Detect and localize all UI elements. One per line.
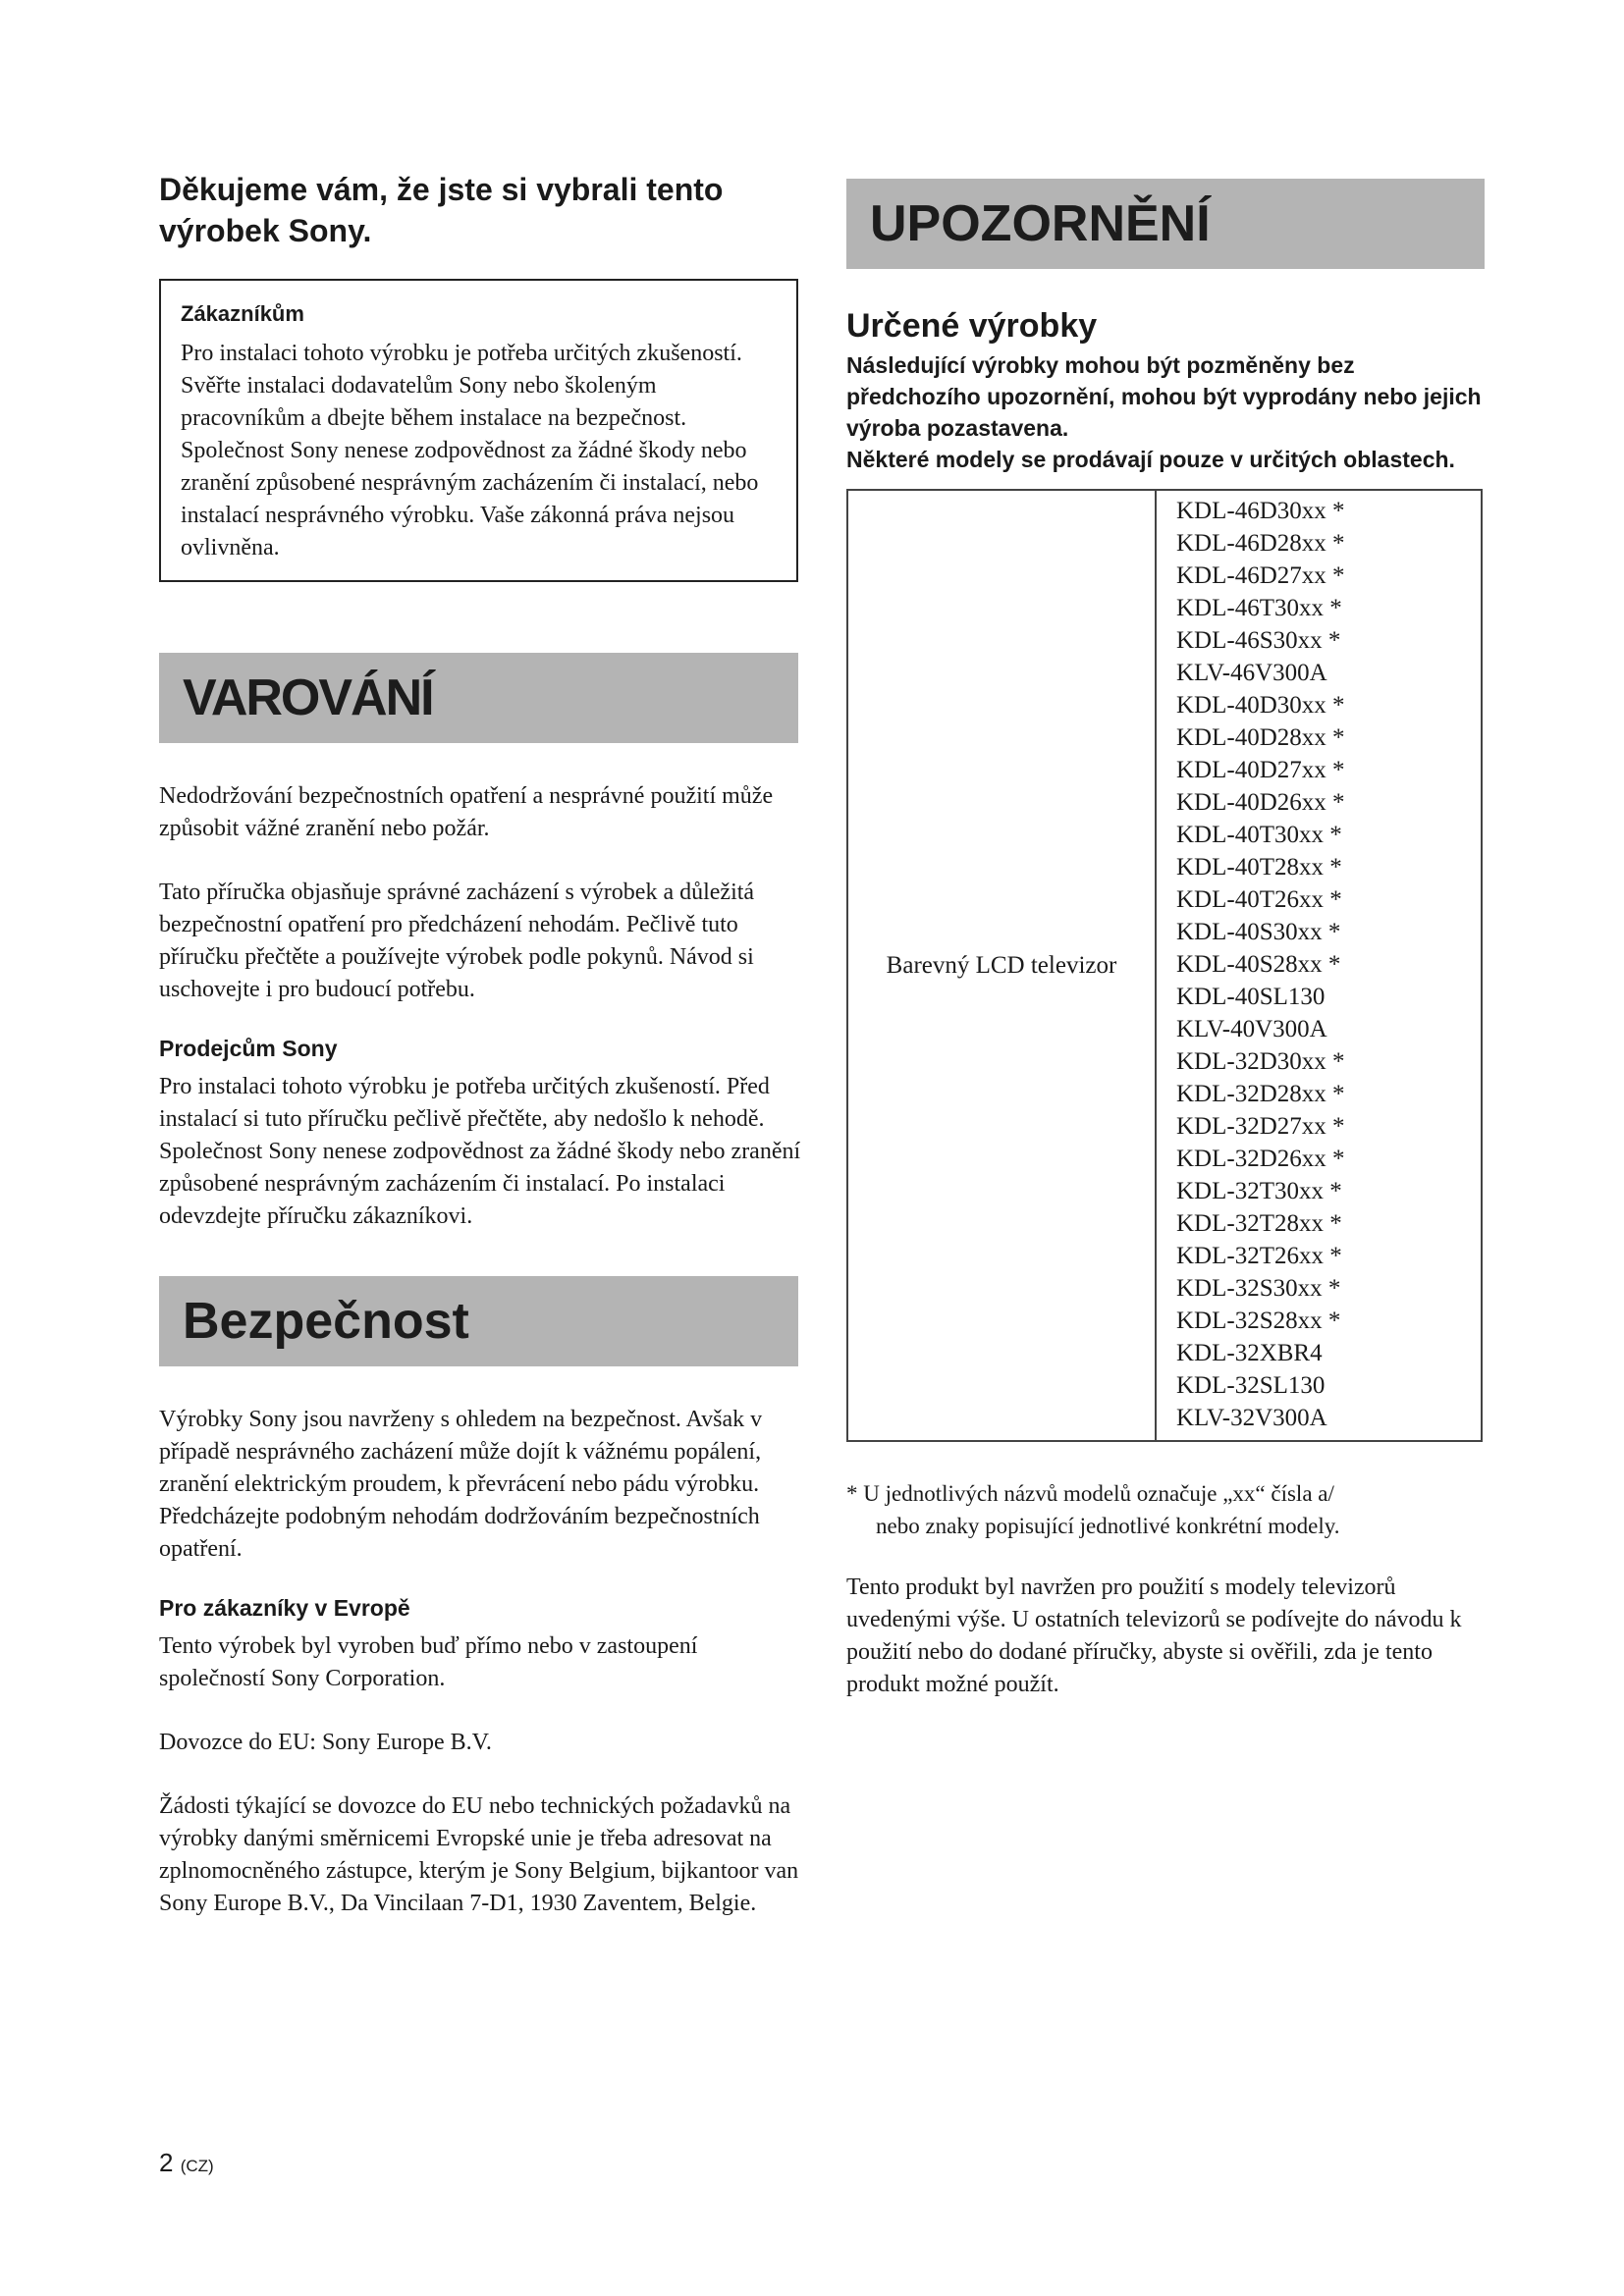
model-item: KDL-40S30xx * — [1176, 919, 1341, 945]
europe-paragraph-1: Tento výrobek byl vyroben buď přímo nebo v zastoupení společností Sony Corporation. — [159, 1633, 698, 1691]
model-item: KDL-32XBR4 — [1176, 1340, 1323, 1366]
safety-title: Bezpečnost — [183, 1293, 469, 1350]
models-table — [846, 489, 1483, 1442]
europe-paragraph-2: Dovozce do EU: Sony Europe B.V. — [159, 1730, 492, 1755]
compatibility-paragraph: Tento produkt byl navržen pro použití s modely televizorů uvedenými výše. U ostatních televizorů se podívejte do návodu k použití nebo do dodané příručky, abyste si ověřili, zda je tento produkt možné použít. — [846, 1575, 1462, 1697]
safety-paragraph: Výrobky Sony jsou navrženy s ohledem na bezpečnost. Avšak v případě nesprávného zacházení může dojít k vážnému popálení, zranění elektrickým proudem, k převrácení nebo pádu výrobku. Předcházejte podobným nehodám dodržováním bezpečnostních opatření. — [159, 1407, 763, 1562]
model-item: KLV-32V300A — [1176, 1405, 1327, 1431]
model-item: KDL-32D28xx * — [1176, 1081, 1345, 1107]
products-heading: Určené výrobky — [846, 307, 1098, 345]
notice-banner — [846, 179, 1485, 269]
model-item: KDL-40D28xx * — [1176, 724, 1345, 751]
model-item: KDL-40S28xx * — [1176, 951, 1341, 978]
products-intro-2: Některé modely se prodávají pouze v určitých oblastech. — [846, 447, 1455, 472]
model-item: KDL-32T28xx * — [1176, 1210, 1342, 1237]
customers-text: Pro instalaci tohoto výrobku je potřeba určitých zkušeností. Svěřte instalaci dodavatelům Sony nebo školeným pracovníkům a dbejte během instalace na bezpečnost. Společnost Sony nenese zodpovědnost za žádné škody nebo zranění způsobené nesprávným zacházením či instalací, nebo instalací nesprávného výrobku. Vaše zákonná práva nejsou ovlivněna. — [181, 341, 759, 561]
dealers-text: Pro instalaci tohoto výrobku je potřeba určitých zkušeností. Před instalací si tuto příručku pečlivě přečtěte, aby nedošlo k nehodě. Společnost Sony nenese zodpovědnost za žádné škody nebo zranění způsobené nesprávným zacházením či instalací. Po instalaci odevzdejte příručku zákazníkovi. — [159, 1074, 801, 1229]
model-item: KDL-40D30xx * — [1176, 692, 1345, 719]
model-list-cell — [1156, 490, 1482, 1441]
table-row — [847, 490, 1482, 1441]
model-item: KLV-46V300A — [1176, 660, 1327, 686]
model-item: KDL-46D30xx * — [1176, 498, 1345, 524]
model-item: KLV-40V300A — [1176, 1016, 1327, 1042]
warning-title: VAROVÁNÍ — [183, 669, 433, 726]
model-item: KDL-46T30xx * — [1176, 595, 1342, 621]
footnote — [846, 1477, 1485, 1542]
right-column — [846, 179, 1485, 1701]
page-number-value: 2 — [159, 2148, 174, 2177]
model-item: KDL-46D28xx * — [1176, 530, 1345, 557]
category-cell: Barevný LCD televizor — [847, 490, 1156, 1441]
intro-heading: Děkujeme vám, že jste si vybrali tento výrobek Sony. — [159, 172, 724, 248]
model-item: KDL-40T26xx * — [1176, 886, 1342, 913]
safety-banner — [159, 1276, 798, 1366]
model-item: KDL-32S30xx * — [1176, 1275, 1341, 1302]
customers-notice-box — [159, 279, 798, 582]
left-column — [159, 169, 807, 1920]
model-item: KDL-32S28xx * — [1176, 1308, 1341, 1334]
dealers-title: Prodejcům Sony — [159, 1036, 338, 1061]
products-intro-1: Následující výrobky mohou být pozměněny bez předchozího upozornění, mohou být vyprodány nebo jejich výroba pozastavena. — [846, 352, 1482, 441]
language-code: (CZ) — [180, 2157, 214, 2175]
model-item: KDL-46D27xx * — [1176, 562, 1345, 589]
model-item: KDL-32D26xx * — [1176, 1146, 1345, 1172]
model-item: KDL-32T26xx * — [1176, 1243, 1342, 1269]
warning-banner — [159, 653, 798, 743]
model-item: KDL-32D30xx * — [1176, 1048, 1345, 1075]
model-item: KDL-40SL130 — [1176, 984, 1326, 1010]
model-item: KDL-32SL130 — [1176, 1372, 1326, 1399]
model-item: KDL-40T28xx * — [1176, 854, 1342, 881]
europe-title: Pro zákazníky v Evropě — [159, 1595, 410, 1621]
notice-title: UPOZORNĚNÍ — [870, 195, 1211, 252]
model-item: KDL-40D27xx * — [1176, 757, 1345, 783]
model-item: KDL-32T30xx * — [1176, 1178, 1342, 1204]
warning-paragraph-1: Nedodržování bezpečnostních opatření a nesprávné použití může způsobit vážné zranění nebo požár. — [159, 783, 774, 841]
page-number — [159, 2148, 214, 2178]
model-item: KDL-46S30xx * — [1176, 627, 1341, 654]
warning-paragraph-2: Tato příručka objasňuje správné zacházení s výrobek a důležitá bezpečnostní opatření pro předcházení nehodám. Pečlivě tuto příručku přečtěte a používejte výrobek podle pokynů. Návod si uschovejte i pro budoucí potřebu. — [159, 880, 755, 1002]
footnote-line-1: * U jednotlivých názvů modelů označuje „xx“ čísla a/ — [846, 1481, 1334, 1506]
model-item: KDL-40T30xx * — [1176, 822, 1342, 848]
model-item: KDL-40D26xx * — [1176, 789, 1345, 816]
europe-paragraph-3: Žádosti týkající se dovozce do EU nebo technických požadavků na výrobky danými směrnicemi Evropské unie je třeba adresovat na zplnomocněného zástupce, kterým je Sony Belgium, bijkantoor van Sony Europe B.V., Da Vincilaan 7-D1, 1930 Zaventem, Belgie. — [159, 1793, 799, 1916]
customers-title: Zákazníkům — [181, 301, 304, 326]
footnote-line-2: nebo znaky popisující jednotlivé konkrétní modely. — [876, 1514, 1340, 1538]
model-item: KDL-32D27xx * — [1176, 1113, 1345, 1140]
